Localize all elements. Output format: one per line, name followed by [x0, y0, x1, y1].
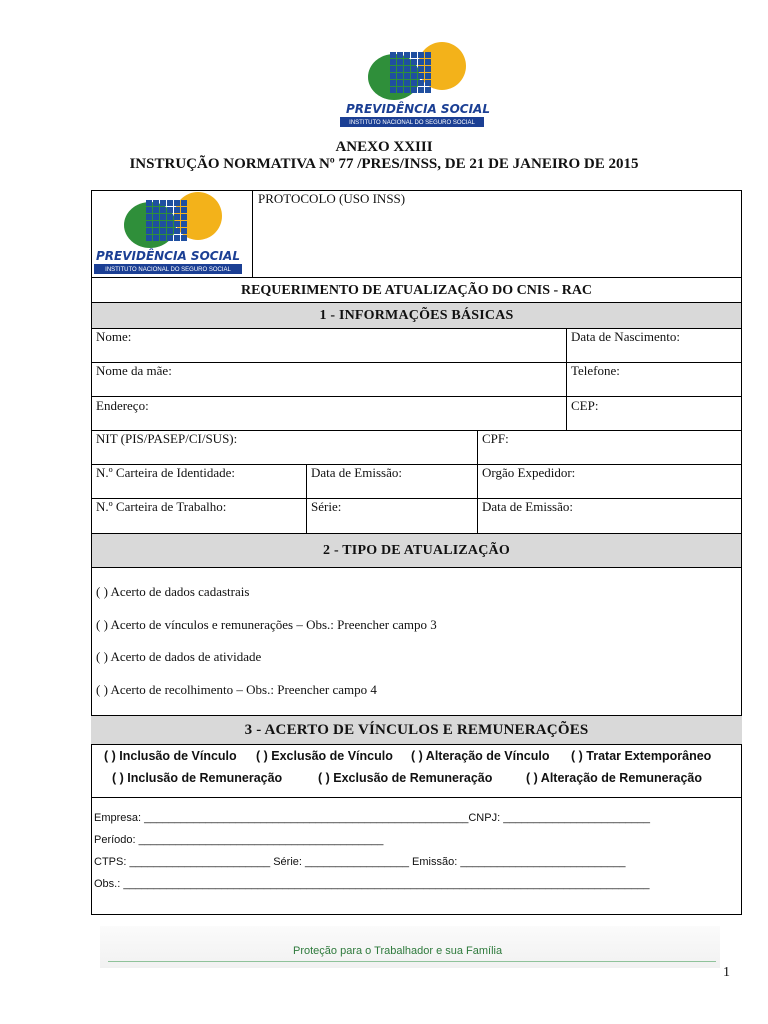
- field-data-emissao-trabalho[interactable]: Data de Emissão:: [482, 499, 573, 514]
- divider: [252, 190, 253, 277]
- footer-rule: [108, 961, 716, 962]
- logo-grid-icon: [146, 200, 187, 241]
- form-title: REQUERIMENTO DE ATUALIZAÇÃO DO CNIS - RAC: [240, 283, 593, 298]
- check-tratar-extemporaneo[interactable]: ( ) Tratar Extemporâneo: [571, 749, 712, 763]
- line-empresa-cnpj[interactable]: Empresa: _____________________________________________________CNPJ: ________________________: [94, 812, 651, 824]
- logo-subtitle: INSTITUTO NACIONAL DO SEGURO SOCIAL: [340, 119, 484, 127]
- field-carteira-trabalho[interactable]: N.º Carteira de Trabalho:: [96, 499, 227, 514]
- check-alteracao-vinculo[interactable]: ( ) Alteração de Vínculo: [411, 749, 550, 763]
- protocol-label: PROTOCOLO (USO INSS): [258, 191, 406, 206]
- check-inclusao-vinculo[interactable]: ( ) Inclusão de Vínculo: [104, 749, 237, 763]
- divider: [566, 328, 567, 431]
- divider: [91, 567, 742, 568]
- field-cep[interactable]: CEP:: [571, 398, 599, 413]
- divider: [477, 430, 478, 533]
- logo-subtitle: INSTITUTO NACIONAL DO SEGURO SOCIAL: [94, 266, 242, 274]
- option-recolhimento[interactable]: ( ) Acerto de recolhimento – Obs.: Preencher campo 4: [96, 682, 377, 697]
- normative-title: INSTRUÇÃO NORMATIVA Nº 77 /PRES/INSS, DE 21 DE JANEIRO DE 2015: [129, 156, 639, 172]
- check-inclusao-remuneracao[interactable]: ( ) Inclusão de Remuneração: [112, 771, 283, 785]
- option-dados-cadastrais[interactable]: ( ) Acerto de dados cadastrais: [96, 584, 250, 599]
- option-vinculos-remuneracoes[interactable]: ( ) Acerto de vínculos e remunerações – Obs.: Preencher campo 3: [96, 617, 437, 632]
- form-logo: [94, 192, 244, 276]
- page-number: 1: [723, 965, 730, 980]
- field-serie[interactable]: Série:: [311, 499, 342, 514]
- field-endereco[interactable]: Endereço:: [96, 398, 149, 413]
- field-telefone[interactable]: Telefone:: [571, 363, 620, 378]
- check-exclusao-remuneracao[interactable]: ( ) Exclusão de Remuneração: [318, 771, 493, 785]
- footer-slogan: Proteção para o Trabalhador e sua Família: [293, 945, 503, 957]
- section2-header: 2 - TIPO DE ATUALIZAÇÃO: [92, 534, 741, 567]
- logo-name: PREVIDÊNCIA SOCIAL: [346, 102, 490, 116]
- annex-title: ANEXO XXIII: [335, 139, 433, 155]
- line-ctps-serie-emissao[interactable]: CTPS: _______________________ Série: _________________ Emissão: ___________________________: [94, 856, 626, 868]
- field-nit[interactable]: NIT (PIS/PASEP/CI/SUS):: [96, 431, 238, 446]
- divider: [91, 362, 742, 363]
- line-periodo[interactable]: Período: ________________________________________: [94, 834, 384, 846]
- divider: [91, 396, 742, 397]
- field-carteira-identidade[interactable]: N.º Carteira de Identidade:: [96, 465, 236, 480]
- logo-grid-icon: [390, 52, 431, 93]
- field-data-emissao-identidade[interactable]: Data de Emissão:: [311, 465, 402, 480]
- line-obs[interactable]: Obs.: ______________________________________________________________________________________: [94, 878, 650, 890]
- divider: [91, 277, 742, 278]
- top-logo: [338, 42, 488, 128]
- check-exclusao-vinculo[interactable]: ( ) Exclusão de Vínculo: [256, 749, 393, 763]
- section3-header: 3 - ACERTO DE VÍNCULOS E REMUNERAÇÕES: [91, 716, 742, 744]
- field-nome[interactable]: Nome:: [96, 329, 132, 344]
- section1-header: 1 - INFORMAÇÕES BÁSICAS: [92, 303, 741, 328]
- field-cpf[interactable]: CPF:: [482, 431, 509, 446]
- check-alteracao-remuneracao[interactable]: ( ) Alteração de Remuneração: [526, 771, 702, 785]
- field-nome-mae[interactable]: Nome da mãe:: [96, 363, 172, 378]
- option-dados-atividade[interactable]: ( ) Acerto de dados de atividade: [96, 649, 262, 664]
- field-data-nascimento[interactable]: Data de Nascimento:: [571, 329, 681, 344]
- field-orgao-expedidor[interactable]: Orgão Expedidor:: [482, 465, 576, 480]
- logo-name: PREVIDÊNCIA SOCIAL: [96, 249, 240, 263]
